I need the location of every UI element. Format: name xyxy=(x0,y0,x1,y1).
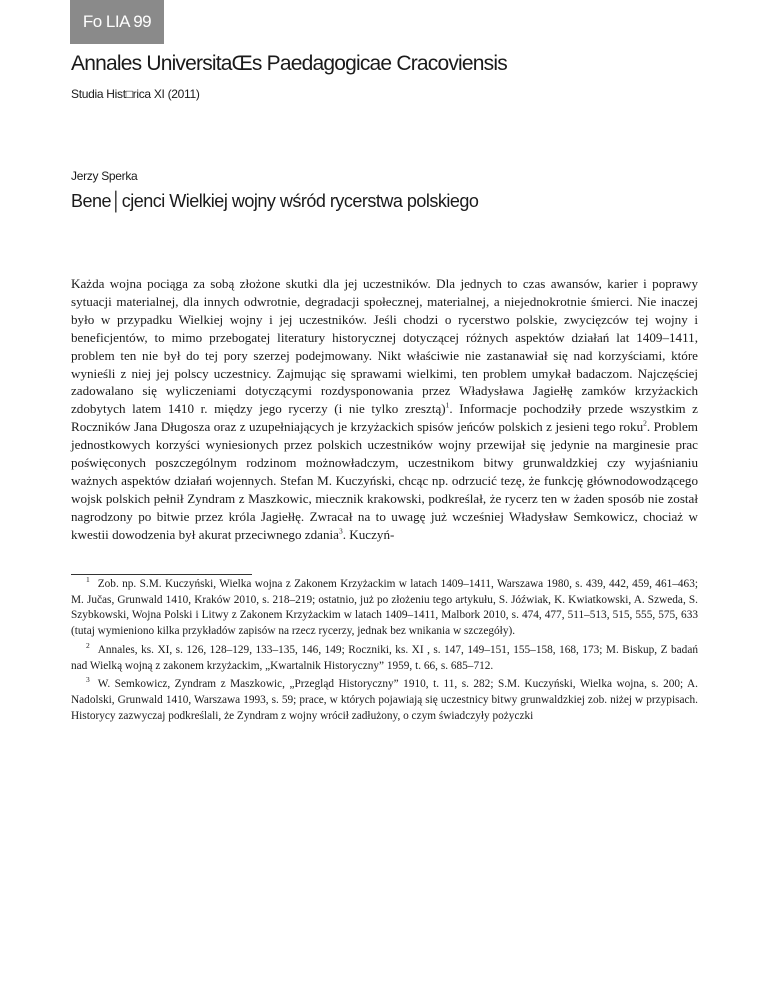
footnote-text: Zob. np. S.M. Kuczyński, Wielka wojna z Zakonem Krzyżackim w latach 1409–1411, Warszawa 1980, s. 439, 442, 459, 461–463; M. Jučas, Grunwald 1410, Kraków 2010, s. 218–219; ostatnio, już po złożeniu tego artykułu, S. Jóźwiak, K. Kwiatkowski, A. Szweda, S. Szybkowski, Wojna Polski i Litwy z Zakonem Krzyżackim w latach 1409–1411, Malbork 2010, s. 474, 477, 511–513, 515, 555, 575, 633 (tutaj wymieniono kilka przykładów zapisów na rzecz rycerzy, jednak bez wnikania w szczegóły). xyxy=(71,578,698,638)
footnote-text: Annales, ks. XI, s. 126, 128–129, 133–135, 146, 149; Roczniki, ks. XI , s. 147, 149–151, 155–158, 168, 173; M. Biskup, Z badań nad Wielką wojną z zakonem krzyżackim, „Kwartalnik Historyczny” 1959, t. 66, s. 685–712. xyxy=(71,643,698,672)
body-text-part: Każda wojna pociąga za sobą złożone skutki dla jej uczestników. Dla jednych to czas awansów, karier i poprawy sytuacji materialnej, dla innych odwrotnie, degradacji społecznej, materialnej, a niejednokrotnie śmierci. Nie inaczej było w przypadku Wielkiej wojny i jej uczestników. Jeśli chodzi o rycerstwo polskie, zwycięzców tej wojny i beneficjentów, to mimo przebogatej literatury historycznej dotyczącej różnych aspektów działań lat 1409–1411, problem ten nie był do tej pory szerzej podejmowany. Nikt właściwie nie zastanawiał się nad korzyściami, które wynieśli z niej jej polscy uczestnicy. Zajmując się sprawami wielkimi, ten problem umykał badaczom. Najczęściej zadowalano się wyliczeniami dotyczącymi rozdysponowania przez Władysława Jagiełłę zamków krzyżackich zdobytych latem 1410 r. między jego rycerzy (i nie tylko zresztą) xyxy=(71,276,698,417)
footnote-number: 1 xyxy=(86,575,90,585)
footnote-ref[interactable]: 2 xyxy=(643,418,647,428)
footnote-number: 2 xyxy=(86,641,90,651)
folia-label: Fo LIA 99 xyxy=(70,0,164,44)
footnote-ref[interactable]: 3 xyxy=(338,526,343,536)
footnote-text: W. Semkowicz, Zyndram z Maszkowic, „Przegląd Historyczny” 1910, t. 11, s. 282; S.M. Kuczyński, Wielka wojna, s. 200; A. Nadolski, Grunwald 1410, Warszawa 1993, s. 59; prace, w których pojawiają się uczestnicy bitwy grunwaldzkiej zob. niżej w przypisach. Historycy zazwyczaj podkreślali, że Zyndram z wojny wrócił zadłużony, o czym świadczyły pożyczki xyxy=(71,678,698,722)
footnotes xyxy=(71,577,698,727)
body-text-part: . Problem jednostkowych korzyści wyniesionych przez polskich uczestników wojny przewijał się jedynie na marginesie prac poświęconych poszczególnym rodzinom możnowładczym, uczestnikom bitwy grunwaldzkiej czy wyjaśnianiu ważnych aspektów działań wojennych. Stefan M. Kuczyński, chcąc np. odrzucić tezę, że funkcję głównodowodzącego wojsk polskich pełnił Zyndram z Maszkowic, miecznik krakowski, podkreślał, że rycerz ten w żaden sposób nie został nagrodzony po bitwie przez króla Jagiełłę. Zwracał na to uwagę już wcześniej Władysław Semkowicz, chociaż w kwestii dowodzenia był akurat przeciwnego zdania xyxy=(71,419,698,542)
footnote xyxy=(71,643,698,674)
footnote-number: 3 xyxy=(86,675,90,685)
series-label: Studia Hist□rica XI (2011) xyxy=(71,87,200,101)
footnote-ref[interactable]: 1 xyxy=(445,400,450,410)
body-text-part: . Informacje pochodziły przede wszystkim z Roczników Jana Długosza oraz z uzupełniających je krzyżackich spisów jeńców polskich z jesieni tego roku xyxy=(71,401,698,435)
footnote xyxy=(71,677,698,724)
article-title: Bene│cjenci Wielkiej wojny wśród rycerstwa polskiego xyxy=(71,191,479,211)
body-text-part: . Kuczyń- xyxy=(342,526,395,542)
article-author: Jerzy Sperka xyxy=(71,169,138,183)
body-paragraph xyxy=(71,275,698,544)
journal-title: Annales UniversitaŒs Paedagogicae Cracoviensis xyxy=(71,52,507,75)
footnote-divider xyxy=(71,574,252,575)
footnote xyxy=(71,577,698,640)
